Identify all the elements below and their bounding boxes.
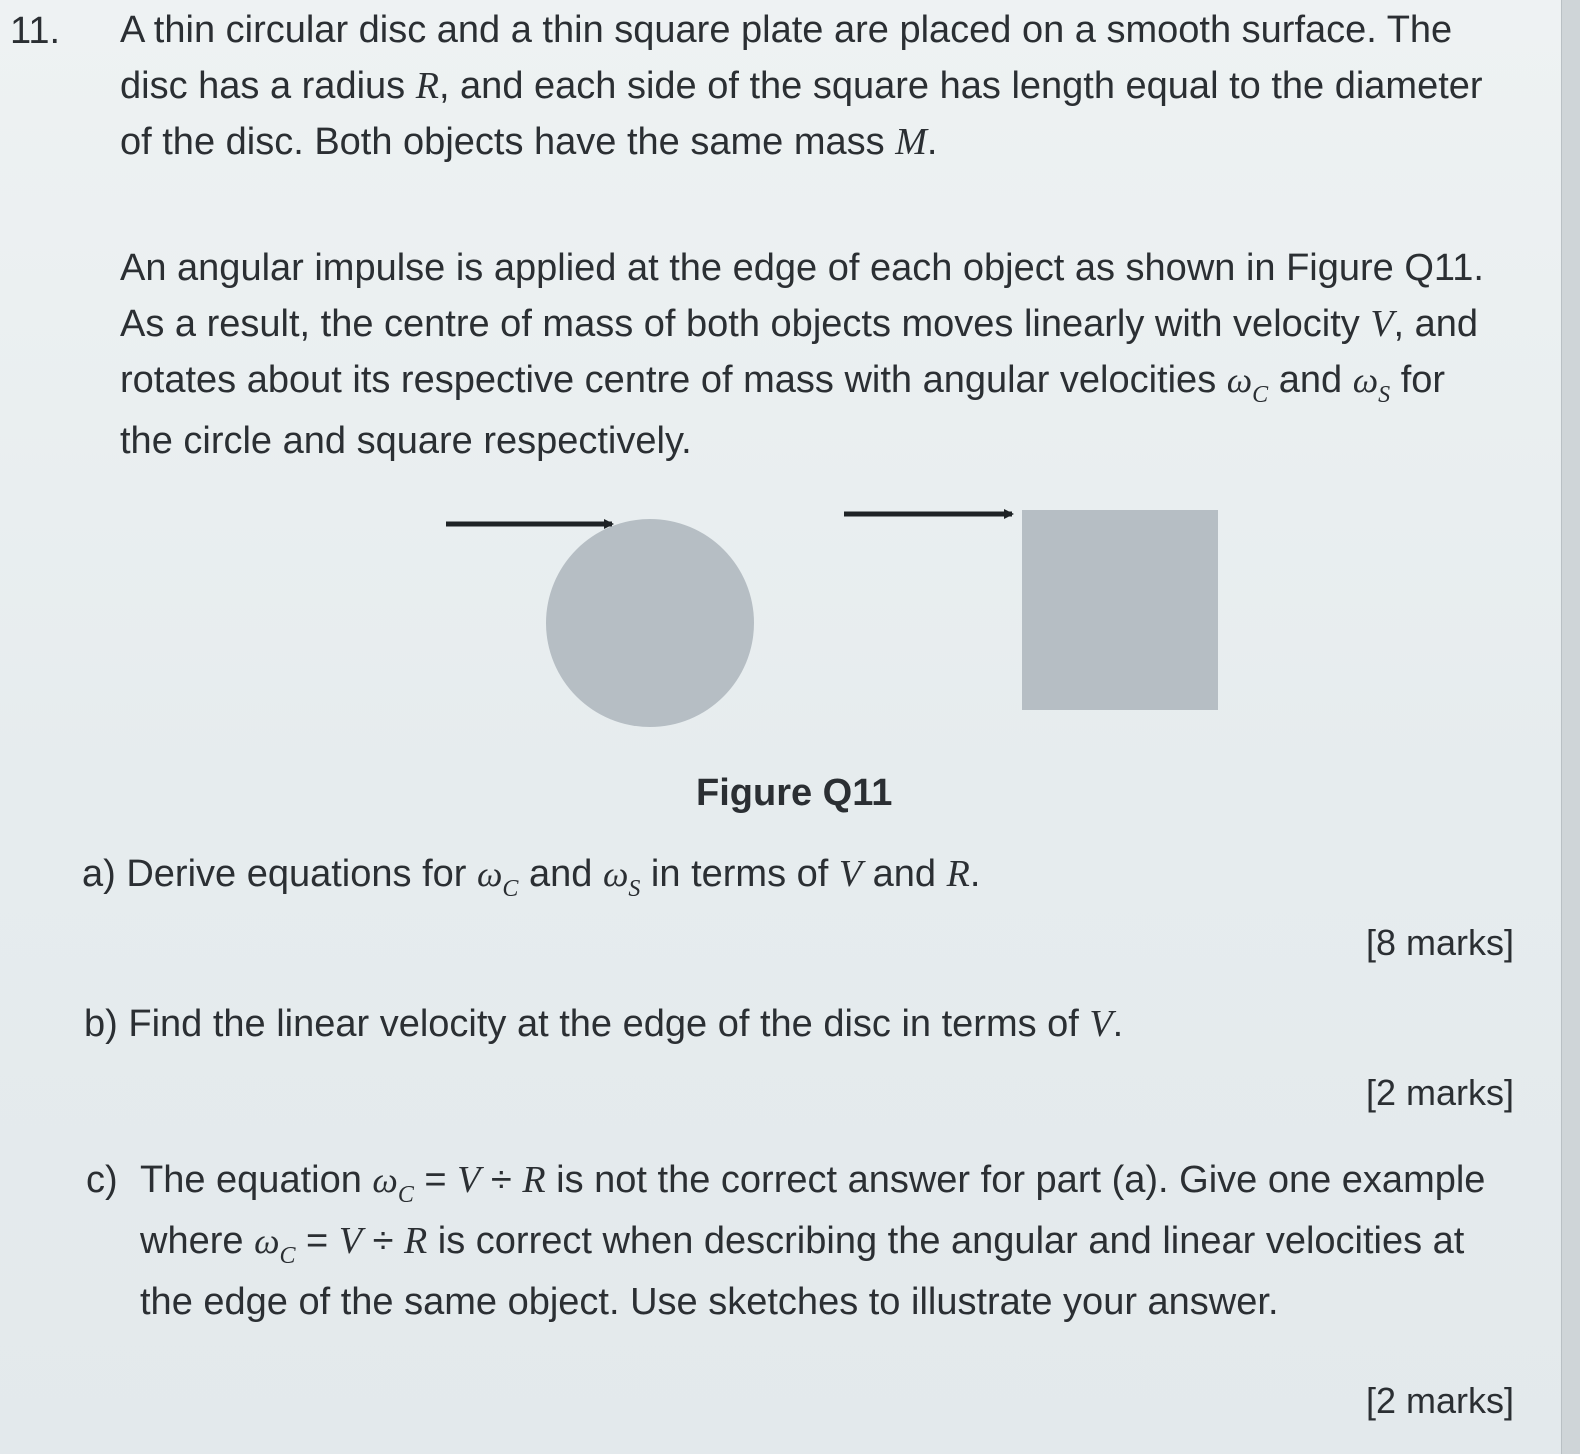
marks-part-b: [2 marks] xyxy=(1365,1072,1514,1113)
text: . xyxy=(926,121,938,163)
equals-sign: = xyxy=(413,1159,458,1201)
question-number: 11. xyxy=(10,10,61,52)
subscript-c: C xyxy=(397,1182,414,1208)
subscript-s: S xyxy=(628,876,641,902)
part-c xyxy=(86,1152,1516,1330)
omega-symbol: ω xyxy=(1226,360,1253,400)
part-c-text xyxy=(140,1152,1516,1330)
part-label: a) xyxy=(82,853,116,895)
text: and xyxy=(518,853,603,895)
var-R: R xyxy=(946,853,970,895)
omega-symbol: ω xyxy=(476,854,503,894)
omega-symbol: ω xyxy=(1352,360,1379,400)
text: An angular impulse is applied at the edge of each object as shown in Figure Q11. As a result, the centre of mass of both objects moves linearly with velocity xyxy=(120,247,1484,345)
text: is correct when describing the angular and linear velocities at the edge of the same object. Use sketches to illustrate your answer. xyxy=(140,1220,1465,1323)
text: . xyxy=(969,853,981,895)
question-paragraph-2 xyxy=(120,240,1500,469)
var-V: V xyxy=(838,853,863,895)
text: , and rotates about its respective centre of mass with angular velocities xyxy=(120,303,1479,401)
text: in terms of xyxy=(640,853,839,895)
var-V: V xyxy=(1370,303,1394,345)
var-R: R xyxy=(415,65,439,107)
marks-part-c: [2 marks] xyxy=(1365,1380,1514,1421)
omega-symbol: ω xyxy=(254,1221,280,1261)
var-R: R xyxy=(404,1220,428,1262)
text: Find the linear velocity at the edge of the disc in terms of xyxy=(117,1003,1090,1045)
subscript-c: C xyxy=(1252,382,1269,408)
var-R: R xyxy=(522,1159,546,1201)
text: is not the correct answer for part (a). Give one example where xyxy=(140,1159,1486,1262)
subscript-c: C xyxy=(279,1243,296,1269)
part-label: b) xyxy=(84,1003,118,1045)
var-V: V xyxy=(457,1159,481,1201)
omega-symbol: ω xyxy=(602,854,629,894)
part-label: c) xyxy=(86,1159,118,1201)
part-a xyxy=(82,852,981,902)
disc-shape xyxy=(546,519,754,727)
var-M: M xyxy=(895,121,927,163)
equals-sign: = xyxy=(295,1220,339,1262)
part-b xyxy=(84,1002,1123,1046)
text: and xyxy=(862,853,947,895)
figure-caption: Figure Q11 xyxy=(696,772,893,814)
omega-symbol: ω xyxy=(372,1160,398,1200)
text: for the circle and square respectively. xyxy=(120,359,1446,462)
subscript-c: C xyxy=(502,876,519,902)
var-V: V xyxy=(1089,1003,1113,1045)
text: Derive equations for xyxy=(115,853,477,895)
divide-sign: ÷ xyxy=(480,1159,523,1201)
page-edge xyxy=(1561,0,1580,1454)
subscript-s: S xyxy=(1378,382,1391,408)
text: . xyxy=(1112,1003,1124,1045)
text: A thin circular disc and a thin square plate are placed on a smooth surface. The disc has a radius xyxy=(120,9,1453,107)
question-paragraph-1 xyxy=(120,2,1500,170)
text: , and each side of the square has length equal to the diameter of the disc. Both objects have the same mass xyxy=(120,65,1483,163)
divide-sign: ÷ xyxy=(362,1220,405,1262)
text: The equation xyxy=(140,1159,373,1201)
text: and xyxy=(1268,359,1353,401)
marks-part-a: [8 marks] xyxy=(1365,922,1514,963)
var-V: V xyxy=(338,1220,363,1262)
figure-q11 xyxy=(430,500,1250,740)
square-plate-shape xyxy=(1022,510,1218,710)
